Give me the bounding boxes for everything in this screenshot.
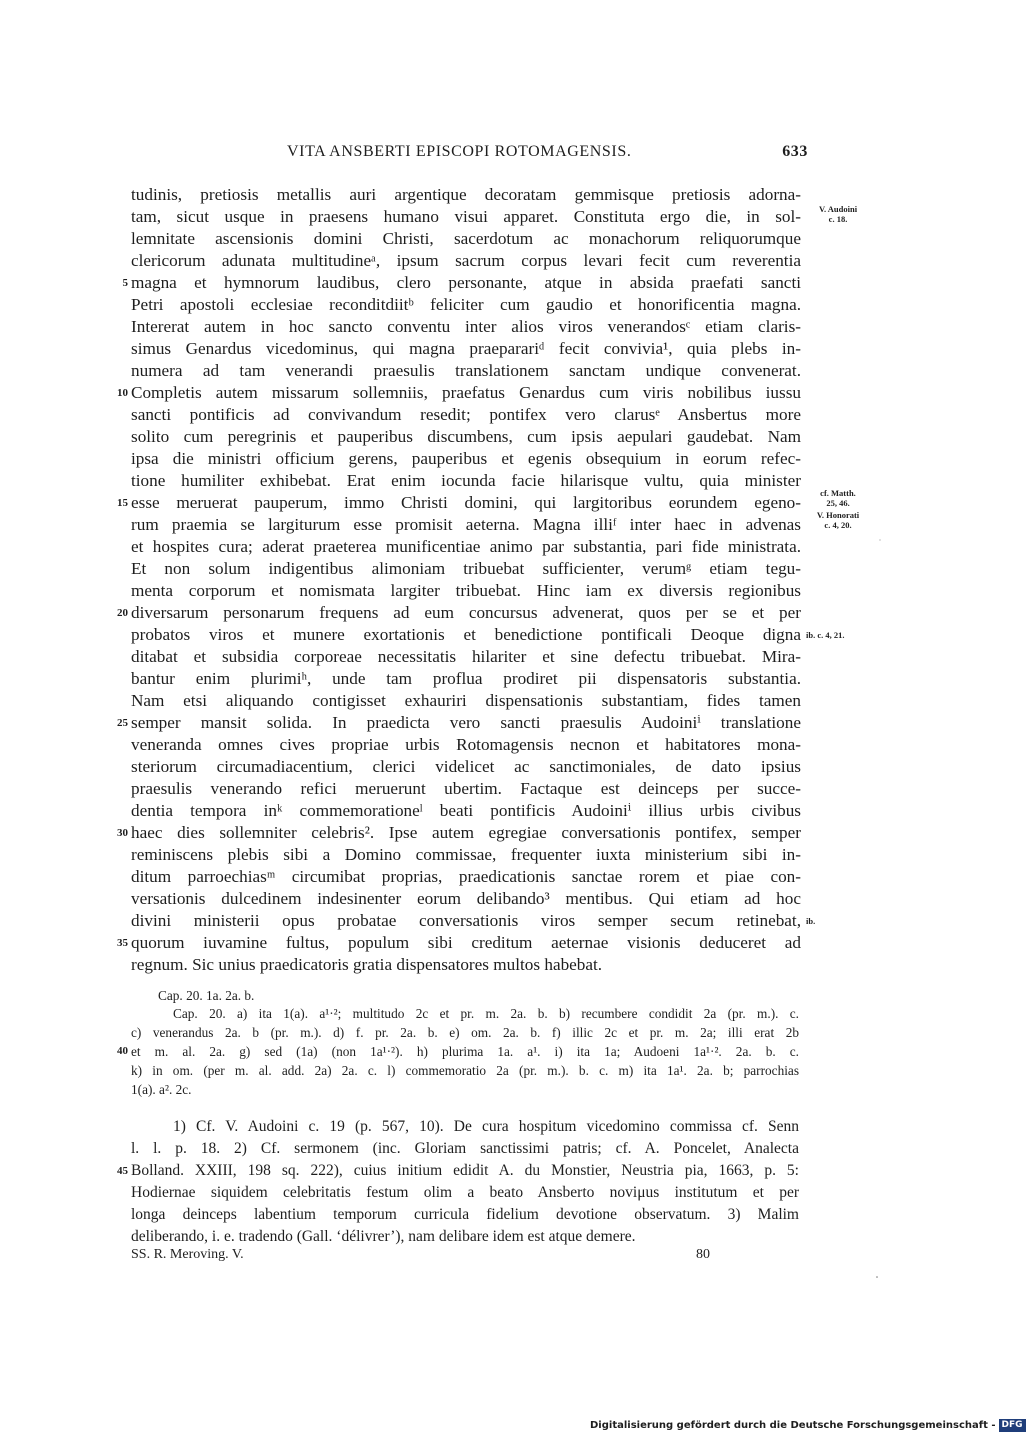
text-line: ditum parroechiasᵐ circumibat proprias, praedicationis sanctae rorem et piae con-	[131, 867, 801, 886]
line-number: 5	[122, 277, 128, 289]
speck	[876, 1276, 878, 1278]
text-line: quorum iuvamine fultus, populum sibi creditum aeternae visionis deduceret ad	[131, 933, 801, 952]
text-line: tione humiliter exhibebat. Erat enim iocunda facie hilarisque vultu, quia minister	[131, 471, 801, 490]
dfg-logo: DFG	[999, 1419, 1026, 1432]
sheet-number: 80	[696, 1247, 710, 1262]
page-number: 633	[782, 143, 808, 160]
text-line: clericorum adunata multitudineᵃ, ipsum sacrum corpus levari fecit cum reverentia	[131, 251, 801, 270]
text-line: esse meruerat pauperum, immo Christi domini, qui largitoribus eorundem egeno-	[131, 493, 801, 512]
text-line: magna et hymnorum laudibus, clero personante, atque in absida praefati sancti	[131, 273, 801, 292]
text-line: ipsa die ministri officium gerens, pauperibus et egenis obsequium in eorum refec-	[131, 449, 801, 468]
text-line: Intererat autem in hoc sancto conventu inter alios viros venerandosᶜ etiam claris-	[131, 317, 801, 336]
footnote-line: longa deinceps labentium temporum curricula fidelium devotione observatum. 3) Malim	[131, 1206, 799, 1223]
text-line: simus Genardus vicedominus, qui magna praeparariᵈ fecit convivia¹, quia plebs in-	[131, 339, 801, 358]
line-number: 45	[117, 1165, 128, 1177]
margin-note: ib.	[806, 916, 816, 926]
text-line: versationis dulcedinem indesinenter eorum delibando³ mentibus. Qui etiam ad hoc	[131, 889, 801, 908]
line-number: 40	[117, 1045, 128, 1057]
margin-note: ib. c. 4, 21.	[806, 630, 845, 640]
text-line: diversarum personarum frequens ad eum concursus advenerat, quos per se et per	[131, 603, 801, 622]
text-line: solito cum peregrinis et pauperibus discumbens, cum ipsis aepulari gaudebat. Nam	[131, 427, 801, 446]
digitization-credit	[590, 1417, 1023, 1434]
apparatus-line: et m. al. 2a. g) sed (1a) (non 1a¹·²). h) plurima 1a. a¹. i) ita 1a; Audoeni 1a¹·². 2a. b. c.	[131, 1044, 799, 1059]
apparatus-line: Cap. 20. a) ita 1(a). a¹·²; multitudo 2c et pr. m. 2a. b. b) recumbere condidit 2a (pr. m.). c.	[173, 1006, 799, 1021]
text-line: regnum. Sic unius praedicatoris gratia dispensatores multos habebat.	[131, 955, 603, 974]
line-number: 20	[117, 607, 128, 619]
footnote-line: Bolland. XXIII, 198 sq. 222), cuius initium edidit A. du Monstier, Neustria pia, 1663, p. 5:	[131, 1162, 799, 1179]
text-line: menta corporum et nomismata largiter tribuebat. Hinc iam ex diversis regionibus	[131, 581, 801, 600]
text-line: numera ad tam venerandi praesulis translationem sanctam undique convenerat.	[131, 361, 801, 380]
text-line: bantur enim plurimiʰ, unde tam proflua prodiret pii dispensatoris substantia.	[131, 669, 801, 688]
text-line: veneranda omnes cives propriae urbis Rotomagensis necnon et habitatores mona-	[131, 735, 801, 754]
text-line: semper mansit solida. In praedicta vero sancti praesulis Audoiniⁱ translatione	[131, 713, 801, 732]
margin-note: cf. Matth. 25, 46.	[820, 488, 856, 508]
text-line: rum praemia se largiturum esse promisit aeterna. Magna illiᶠ inter haec in advenas	[131, 515, 801, 534]
speck	[879, 539, 880, 540]
text-line: divini ministerii opus probatae conversationis viros semper secum retinebat,	[131, 911, 801, 930]
text-line: steriorum circumadiacentium, clerici videlicet ac sanctimoniales, de dato ipsius	[131, 757, 801, 776]
text-line: tudinis, pretiosis metallis auri argentique decoratam gemmisque pretiosis adorna-	[131, 185, 801, 204]
apparatus-line: Cap. 20. 1a. 2a. b.	[158, 988, 255, 1003]
footnote-line: Hodiernae siquidem celebritatis festum olim a beato Ansberto noviμus institutum et per	[131, 1184, 799, 1201]
line-number: 10	[117, 387, 128, 399]
apparatus-line: c) venerandus 2a. b (pr. m.). d) f. pr. 2a. b. e) om. 2a. b. f) illic 2c et pr. m. 2a; illi erat 2b	[131, 1025, 799, 1040]
text-line: reminiscens plebis sibi a Domino commissae, frequenter iuxta ministerium sibi in-	[131, 845, 801, 864]
apparatus-line: 1(a). a². 2c.	[131, 1082, 192, 1097]
margin-note: V. Audoini c. 18.	[818, 204, 858, 224]
text-line: probatos viros et munere exortationis et benedictione pontificali Deoque digna	[131, 625, 801, 644]
text-line: Et non solum indigentibus alimoniam tribuebat sufficienter, verumᵍ etiam tegu-	[131, 559, 801, 578]
text-line: Petri apostoli ecclesiae reconditdiitᵇ feliciter cum gaudio et honorificentia magna.	[131, 295, 801, 314]
line-number: 25	[117, 717, 128, 729]
footnote-line: deliberando, i. e. tradendo (Gall. ‘délivrer’), nam delibare idem est atque demere.	[131, 1228, 636, 1245]
text-line: praesulis venerando refici meruerunt ubertim. Factaque est deinceps per succe-	[131, 779, 801, 798]
text-line: sancti pontificis ad convivandum resedit; pontifex vero clarusᵉ Ansbertus more	[131, 405, 801, 424]
text-line: ditabat et subsidia corporeae necessitatis hilariter et sine defectu tribuebat. Mira-	[131, 647, 801, 666]
signature-mark: SS. R. Meroving. V.	[131, 1247, 244, 1262]
footnote-line: 1) Cf. V. Audoini c. 19 (p. 567, 10). De cura hospitum vicedomino commissa cf. Senn	[173, 1118, 799, 1135]
line-number: 30	[117, 827, 128, 839]
apparatus-line: k) in om. (per m. al. add. 2a) 2a. c. l) commemoratio 2a (pr. m.). b. c. m) ita 1a¹. 2a. b; parrochias	[131, 1063, 799, 1078]
text-line: tam, sicut usque in praesens humano visui apparet. Constituta ergo die, in sol-	[131, 207, 801, 226]
line-number: 15	[117, 497, 128, 509]
margin-note: V. Honorati c. 4, 20.	[816, 510, 860, 530]
text-line: Completis autem missarum sollemniis, praefatus Genardus cum viris nobilibus iussu	[131, 383, 801, 402]
text-line: dentia tempora inᵏ commemorationeˡ beati pontificis Audoiniⁱ illius urbis civibus	[131, 801, 801, 820]
text-line: Nam etsi aliquando contigisset exhauriri dispensationis substantiam, fides tamen	[131, 691, 801, 710]
line-number: 35	[117, 937, 128, 949]
footnote-line: l. l. p. 18. 2) Cf. sermonem (inc. Gloriam sanctissimi patris; cf. A. Poncelet, Analecta	[131, 1140, 799, 1157]
text-line: et hospites cura; aderat praeterea munificentiae animo par substantia, pari fide ministrata.	[131, 537, 801, 556]
running-title: VITA ANSBERTI EPISCOPI ROTOMAGENSIS.	[287, 143, 632, 160]
credit-text: Digitalisierung gefördert durch die Deutsche Forschungsgemeinschaft -	[590, 1420, 996, 1431]
text-line: lemnitate ascensionis domini Christi, sacerdotum ac monachorum reliquorumque	[131, 229, 801, 248]
text-line: haec dies sollemniter celebris². Ipse autem egregiae conversationis pontifex, semper	[131, 823, 801, 842]
